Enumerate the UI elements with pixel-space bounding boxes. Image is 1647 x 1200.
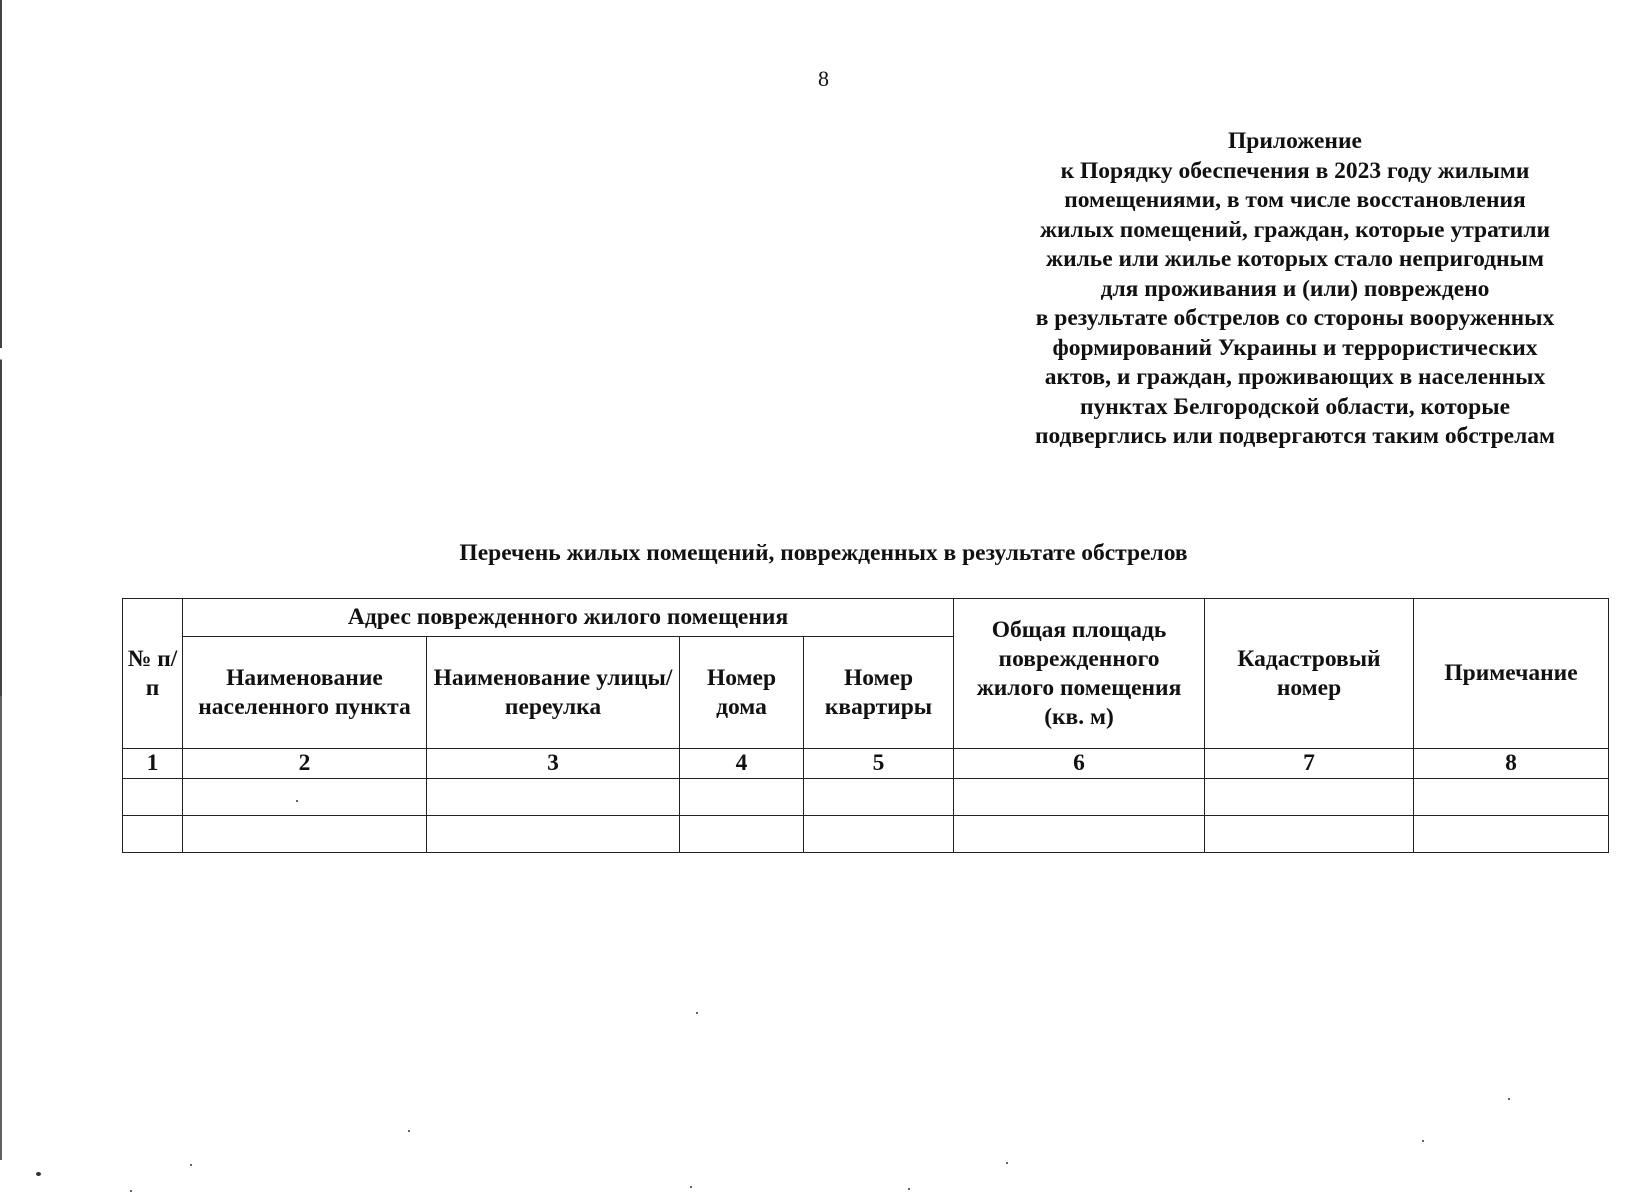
table-cell xyxy=(427,779,680,816)
table-header-row xyxy=(123,599,1609,637)
damaged-premises-table xyxy=(122,598,1609,853)
table-cell xyxy=(183,779,427,816)
appendix-line: подверглись или подвергаются таким обстрелам xyxy=(1034,423,1556,449)
column-number: 4 xyxy=(680,749,804,779)
table-cell xyxy=(123,816,183,853)
header-apartment: Номер квартиры xyxy=(804,637,954,749)
scan-edge-line xyxy=(0,0,2,1160)
table-cell xyxy=(427,816,680,853)
scan-speck xyxy=(190,1164,192,1166)
column-number: 7 xyxy=(1205,749,1414,779)
header-street: Наименование улицы/переулка xyxy=(427,637,680,749)
header-cadastral: Кадастровый номер xyxy=(1205,599,1414,749)
scan-speck xyxy=(1006,1162,1008,1164)
scan-speck xyxy=(296,800,298,802)
table-cell xyxy=(1205,816,1414,853)
appendix-line: в результате обстрелов со стороны вооруженных xyxy=(1035,305,1555,331)
table-cell xyxy=(1205,779,1414,816)
column-number: 5 xyxy=(804,749,954,779)
appendix-block xyxy=(1003,127,1587,452)
scan-speck xyxy=(908,1188,910,1190)
column-number: 1 xyxy=(123,749,183,779)
table-cell xyxy=(954,779,1205,816)
appendix-line: к Порядку обеспечения в 2023 году жилыми xyxy=(1060,157,1530,184)
table-cell xyxy=(954,816,1205,853)
table-cell xyxy=(1414,779,1609,816)
document-title: Перечень жилых помещений, поврежденных в результате обстрелов xyxy=(459,540,1188,566)
header-settlement: Наименование населенного пункта xyxy=(183,637,427,749)
table-cell xyxy=(804,779,954,816)
header-house: Номер дома xyxy=(680,637,804,749)
header-area: Общая площадь поврежденного жилого помещения (кв. м) xyxy=(954,599,1205,749)
appendix-line: актов, и граждан, проживающих в населенных xyxy=(1044,364,1546,390)
scan-speck xyxy=(696,1012,698,1014)
column-number: 2 xyxy=(183,749,427,779)
column-number-row xyxy=(123,749,1609,779)
appendix-line: помещениями, в том числе восстановления xyxy=(1064,187,1526,213)
scan-speck xyxy=(1422,1140,1424,1142)
column-number: 6 xyxy=(954,749,1205,779)
appendix-line: пунктах Белгородской области, которые xyxy=(1079,393,1511,420)
table-cell xyxy=(804,816,954,853)
table-cell xyxy=(183,816,427,853)
appendix-line: жилых помещений, граждан, которые утратили xyxy=(1039,216,1551,243)
appendix-line: формирований Украины и террористических xyxy=(1052,334,1538,361)
header-note: Примечание xyxy=(1414,599,1609,749)
table-cell xyxy=(680,816,804,853)
scan-speck xyxy=(36,1172,41,1176)
table-cell xyxy=(1414,816,1609,853)
table-cell xyxy=(680,779,804,816)
scan-speck xyxy=(130,1190,132,1192)
column-number: 8 xyxy=(1414,749,1609,779)
table-row xyxy=(123,779,1609,816)
header-address-group: Адрес поврежденного жилого помещения xyxy=(183,599,954,637)
appendix-line: жилье или жилье которых стало непригодным xyxy=(1046,246,1544,272)
scan-speck xyxy=(1508,1098,1510,1100)
appendix-line: для проживания и (или) повреждено xyxy=(1100,275,1490,302)
page-number: 8 xyxy=(818,66,829,91)
column-number: 3 xyxy=(427,749,680,779)
table-cell xyxy=(123,779,183,816)
scan-speck xyxy=(408,1130,410,1132)
header-no: № п/п xyxy=(123,599,183,749)
scan-speck xyxy=(690,1186,692,1188)
appendix-line: Приложение xyxy=(1228,128,1362,154)
table-row xyxy=(123,816,1609,853)
